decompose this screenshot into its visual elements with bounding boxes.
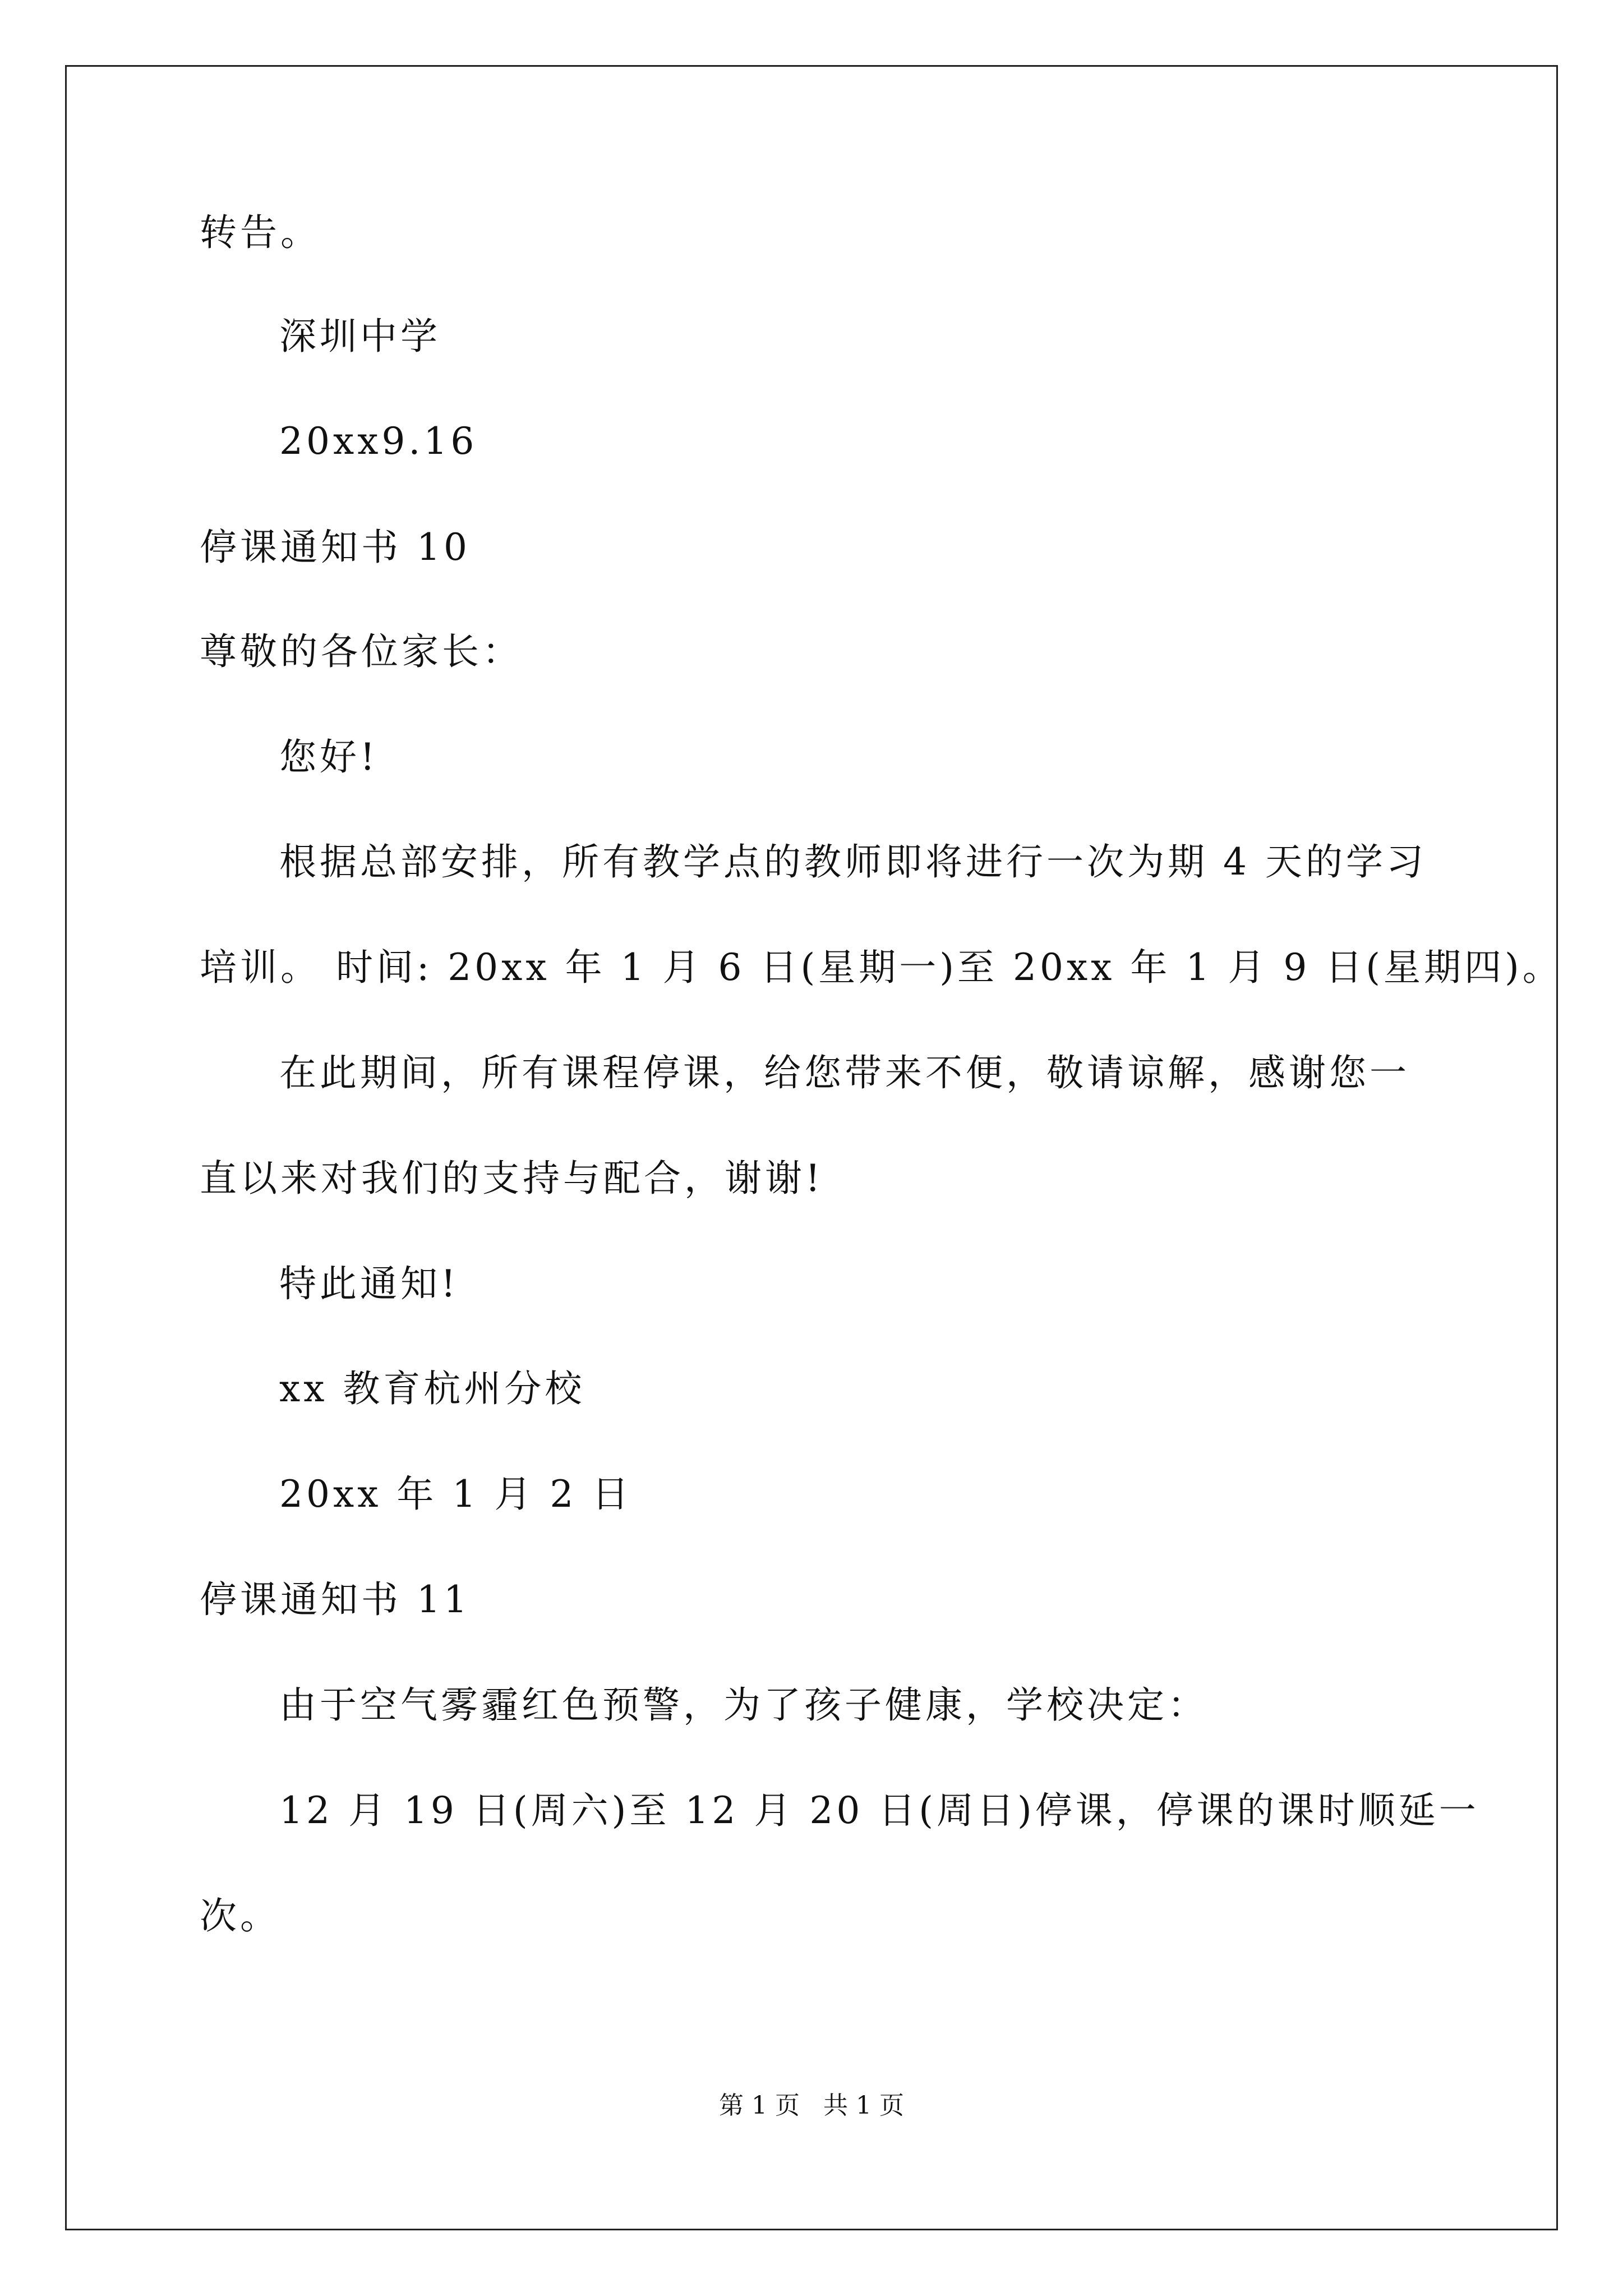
salutation: 尊敬的各位家长： (200, 630, 523, 673)
body-paragraph-3-line-1: 由于空气雾霾红色预警，为了孩子健康，学校决定： (279, 1683, 1208, 1727)
sender-date: 20xx9.16 (279, 420, 478, 463)
closing-notice: 特此通知! (279, 1262, 459, 1305)
notice-heading-10: 停课通知书 10 (200, 526, 471, 569)
page-frame (65, 65, 1558, 2230)
body-paragraph-4-line-1: 12 月 19 日(周六)至 12 月 20 日(周日)停课，停课的课时顺延一 (279, 1789, 1479, 1832)
body-paragraph-2-line-2: 直以来对我们的支持与配合，谢谢! (200, 1157, 824, 1200)
body-paragraph-4-line-2: 次。 (200, 1894, 280, 1938)
page-number-footer: 第 1 页 共 1 页 (719, 2091, 904, 2120)
greeting: 您好! (279, 735, 379, 779)
sender-branch: xx 教育杭州分校 (279, 1367, 585, 1410)
notice-heading-11: 停课通知书 11 (200, 1578, 471, 1621)
body-paragraph-1-line-1: 根据总部安排，所有教学点的教师即将进行一次为期 4 天的学习 (279, 840, 1427, 884)
body-paragraph-2-line-1: 在此期间，所有课程停课，给您带来不便，敬请谅解，感谢您一 (279, 1051, 1410, 1094)
body-paragraph-1-line-2: 培训。 时间: 20xx 年 1 月 6 日(星期一)至 20xx 年 1 月 9 日(星期四)。 (200, 946, 1563, 989)
sender-school: 深圳中学 (279, 315, 441, 358)
text-line-continuation: 转告。 (200, 211, 321, 254)
sender-branch-date: 20xx 年 1 月 2 日 (279, 1473, 633, 1516)
